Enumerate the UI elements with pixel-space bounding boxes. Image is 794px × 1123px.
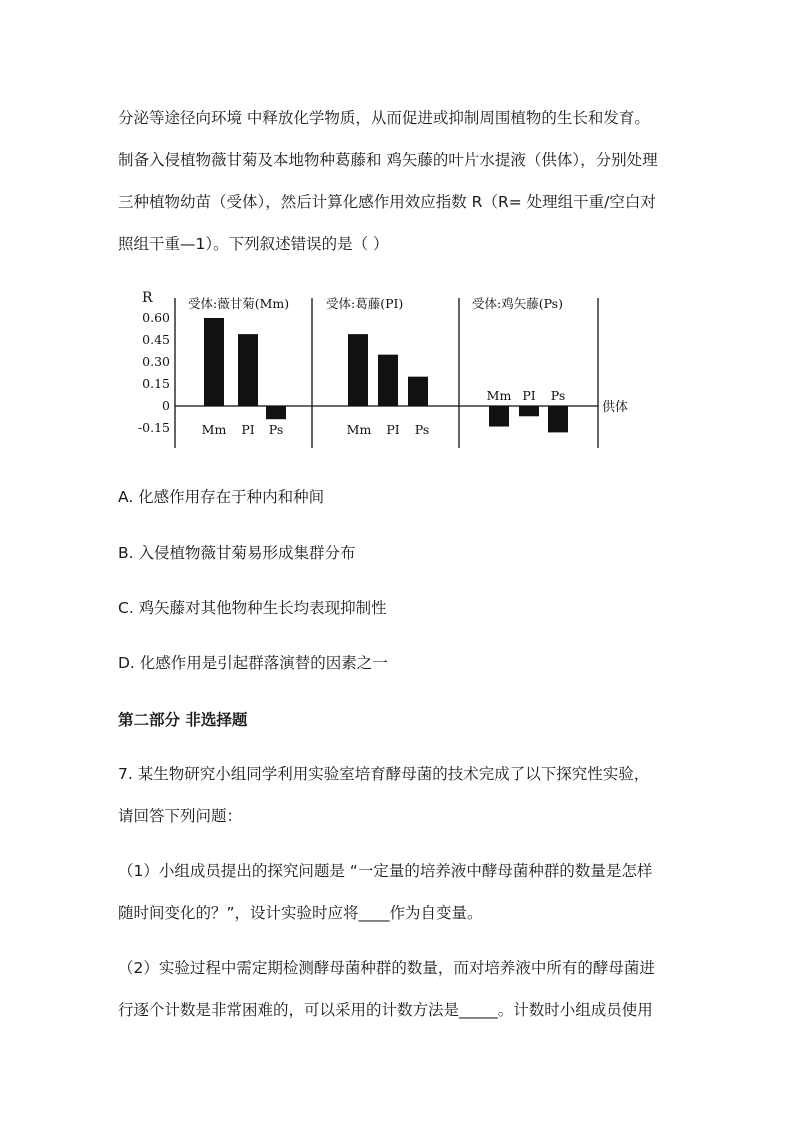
bar-pi [238,334,258,406]
x-axis-label: 供体 [602,400,629,415]
option-b[interactable]: B. 入侵植物薇甘菊易形成集群分布 [118,544,356,562]
panel-title: 受体:鸡矢藤(Ps) [472,296,563,311]
q7-line-2: 请回答下列问题： [118,807,243,825]
bar-mm [348,334,368,406]
section-title: 第二部分 非选择题 [118,711,248,729]
category-label: PI [241,422,255,437]
q7-line-4: 随时间变化的？”，设计实验时应将____作为自变量。 [118,904,483,922]
bar-pi [519,406,539,416]
category-label: Mm [346,422,372,437]
bar-pi [378,355,398,406]
y-tick-label: 0 [162,398,170,413]
intro-line-2: 制备入侵植物薇甘菊及本地物种葛藤和 鸡矢藤的叶片水提液（供体），分别处理 [118,151,658,169]
allelopathy-bar-chart [128,286,648,458]
intro-line-3: 三种植物幼苗（受体），然后计算化感作用效应指数 R（R= 处理组干重/空白对 [118,193,656,211]
option-c[interactable]: C. 鸡矢藤对其他物种生长均表现抑制性 [118,599,387,617]
q7-line-5: （2）实验过程中需定期检测酵母菌种群的数量，而对培养液中所有的酵母菌进 [118,959,655,977]
y-tick-label: -0.15 [137,420,170,436]
bar-ps [266,406,286,419]
q7-line-1: 7. 某生物研究小组同学利用实验室培育酵母菌的技术完成了以下探究性实验， [118,765,650,783]
q7-line-6: 行逐个计数是非常困难的，可以采用的计数方法是_____。计数时小组成员使用 [118,1001,653,1019]
option-a[interactable]: A. 化感作用存在于种内和种间 [118,488,325,506]
panel-title: 受体:葛藤(PI) [326,296,404,311]
y-tick-label: 0.30 [142,353,170,369]
y-tick-label: 0.15 [142,375,170,391]
category-label: Ps [550,388,566,403]
panel-title: 受体:薇甘菊(Mm) [188,296,290,311]
category-label: Ps [414,422,430,437]
category-label: PI [522,388,536,403]
category-label: PI [386,422,400,437]
y-axis-label: R [142,290,153,306]
intro-line-4: 照组干重—1）。下列叙述错误的是（ ） [118,235,389,253]
q7-line-3: （1）小组成员提出的探究问题是 “一定量的培养液中酵母菌种群的数量是怎样 [118,862,653,880]
category-label: Mm [201,422,227,437]
bar-ps [548,406,568,432]
bar-mm [204,318,224,406]
bar-ps [408,377,428,406]
bar-mm [489,406,509,427]
y-tick-label: 0.60 [142,309,170,325]
category-label: Ps [268,422,284,437]
y-tick-label: 0.45 [142,331,170,347]
option-d[interactable]: D. 化感作用是引起群落演替的因素之一 [118,654,388,672]
intro-line-1: 分泌等途径向环境 中释放化学物质，从而促进或抑制周围植物的生长和发育。 [118,109,650,127]
category-label: Mm [486,388,512,403]
